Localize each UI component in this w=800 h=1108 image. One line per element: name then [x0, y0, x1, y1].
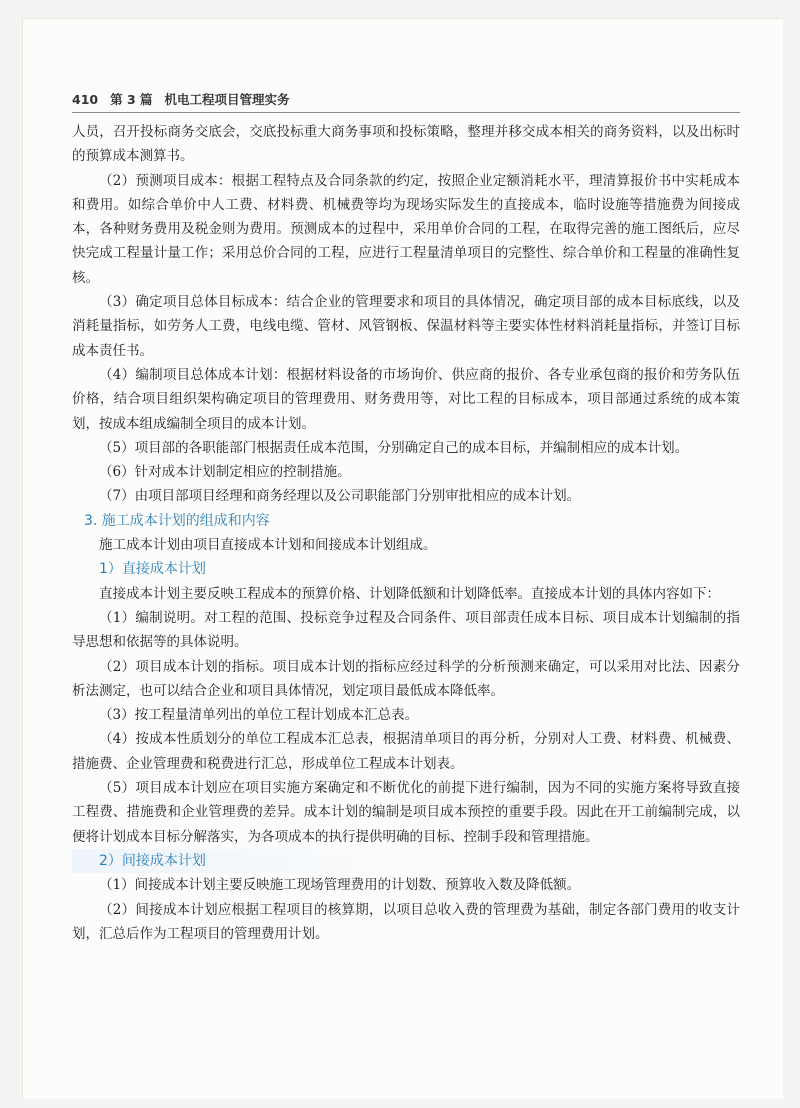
- body-text: [72, 120, 740, 946]
- section-heading: 3. 施工成本计划的组成和内容: [84, 512, 270, 529]
- paragraph: （1）间接成本计划主要反映施工现场管理费用的计划数、预算收入数及降低额。: [99, 877, 581, 894]
- paragraph: （2）预测项目成本：根据工程特点及合同条款的约定，按照企业定额消耗水平，理清算报价书中实耗成本和费用。如综合单价中人工费、材料费、机械费等均为现场实际发生的直接成本，临时设施等措施费为间接成本，各种财务费用及税金则为费用。预测成本的过程中，采用单价合同的工程，在取得完善的施工图纸后，应尽快完成工程量计量工作；采用总价合同的工程，应进行工程量清单项目的完整性、综合单价和工程量的准确性复核。: [72, 172, 740, 286]
- subsection-heading-direct-cost: 1）直接成本计划: [99, 561, 206, 578]
- paragraph: 施工成本计划由项目直接成本计划和间接成本计划组成。: [99, 537, 437, 554]
- paragraph: （4）按成本性质划分的单位工程成本汇总表，根据清单项目的再分析，分别对人工费、材料费、机械费、措施费、企业管理费和税费进行汇总，形成单位工程成本计划表。: [72, 731, 740, 772]
- paragraph: （2）项目成本计划的指标。项目成本计划的指标应经过科学的分析预测来确定，可以采用对比法、因素分析法测定，也可以结合企业和项目具体情况，划定项目最低成本降低率。: [72, 658, 740, 699]
- paragraph: （4）编制项目总体成本计划：根据材料设备的市场询价、供应商的报价、各专业承包商的报价和劳务队伍价格，结合项目组织架构确定项目的管理费用、财务费用等，对比工程的目标成本，项目部通过系统的成本策划，按成本组成编制全项目的成本计划。: [72, 366, 740, 432]
- subsection-heading-indirect-cost: 2）间接成本计划: [72, 849, 419, 873]
- running-header: [72, 90, 290, 108]
- paragraph: （2）间接成本计划应根据工程项目的核算期，以项目总收入费的管理费为基础，制定各部门费用的收支计划，汇总后作为工程项目的管理费用计划。: [72, 901, 740, 942]
- paragraph: （3）按工程量清单列出的单位工程计划成本汇总表。: [99, 707, 419, 724]
- paragraph: （6）针对成本计划制定相应的控制措施。: [99, 464, 351, 481]
- paragraph: （5）项目部的各职能部门根据责任成本范围，分别确定自己的成本目标，并编制相应的成本计划。: [99, 439, 689, 456]
- paragraph: 人员，召开投标商务交底会，交底投标重大商务事项和投标策略，整理并移交成本相关的商务资料，以及出标时的预算成本测算书。: [72, 124, 740, 165]
- paragraph: （5）项目成本计划应在项目实施方案确定和不断优化的前提下进行编制，因为不同的实施方案将导致直接工程费、措施费和企业管理费的差异。成本计划的编制是项目成本预控的重要手段。因此在开工前编制完成，以便将计划成本目标分解落实，为各项成本的执行提供明确的目标、控制手段和管理措施。: [72, 780, 740, 845]
- header-divider: [72, 112, 740, 113]
- paragraph: （7）由项目部项目经理和商务经理以及公司职能部门分别审批相应的成本计划。: [99, 488, 581, 505]
- part-title: 机电工程项目管理实务: [164, 92, 290, 107]
- part-label: 第 3 篇: [110, 92, 153, 107]
- paragraph: （3）确定项目总体目标成本：结合企业的管理要求和项目的具体情况，确定项目部的成本目标底线，以及消耗量指标，如劳务人工费，电线电缆、管材、风管钢板、保温材料等主要实体性材料消耗量指标，并签订目标成本责任书。: [72, 294, 740, 359]
- page-number: 410: [72, 92, 99, 107]
- paragraph: （1）编制说明。对工程的范围、投标竞争过程及合同条件、项目部责任成本目标、项目成本计划编制的指导思想和依据等的具体说明。: [72, 609, 740, 651]
- paragraph: 直接成本计划主要反映工程成本的预算价格、计划降低额和计划降低率。直接成本计划的具体内容如下：: [99, 585, 720, 602]
